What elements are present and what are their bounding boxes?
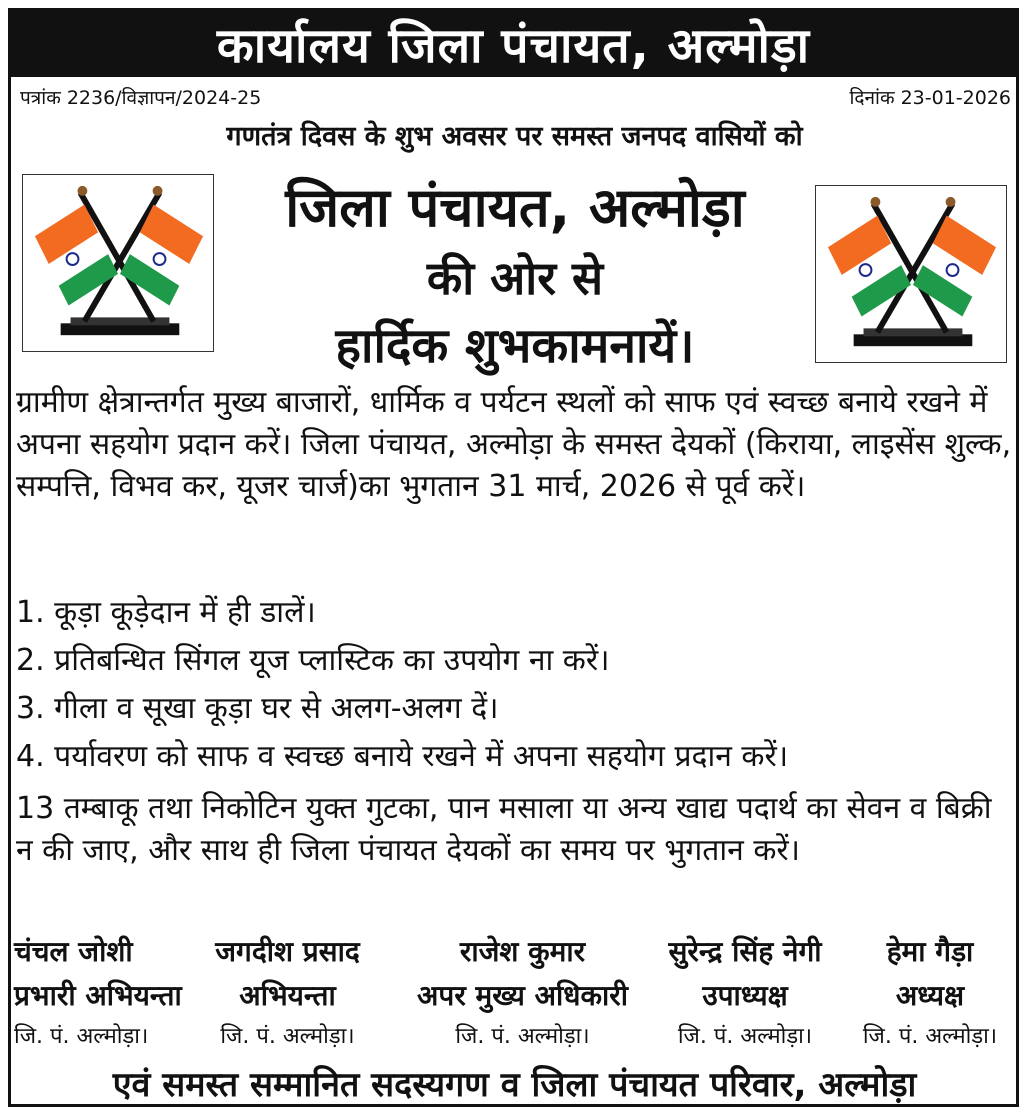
title-line-2: की ओर से [426,251,604,305]
signatory-name: सुरेन्द्र सिंह नेगी [668,935,822,968]
crossed-flags-right-icon [815,185,1007,363]
title-line-3: हार्दिक शुभकामनायें। [335,318,695,374]
signatory-post: अध्यक्ष [895,979,965,1012]
signatory-place: जि. पं. अल्मोड़ा। [677,1024,813,1049]
signatory-name: हेमा गैड़ा [886,935,974,968]
signatory-name: जगदीश प्रसाद [215,935,360,968]
appeal-paragraph: ग्रामीण क्षेत्रान्तर्गत मुख्य बाजारों, धार्मिक व पर्यटन स्थलों को साफ एवं स्वच्छ बनाये रखने में अपना सहयोग प्रदान करें। जिला पंचायत, अल्मोड़ा के समस्त देयकों (किराया, लाइसेंस शुल्क, सम्पत्ति, विभव कर, यूजर चार्ज)का भुगतान 31 मार्च, 2026 से पूर्व करें। [16,385,1012,504]
office-title: कार्यालय जिला पंचायत, अल्मोड़ा [216,17,811,74]
greeting-line: गणतंत्र दिवस के शुभ अवसर पर समस्त जनपद वासियों को [226,121,803,152]
list-item: 2. प्रतिबन्धित सिंगल यूज प्लास्टिक का उपयोग ना करें। [16,643,610,678]
signatory-post: अभियन्ता [239,979,336,1012]
signatory-post: अपर मुख्य अधिकारी [417,979,628,1012]
list-item: 3. गीला व सूखा कूड़ा घर से अलग-अलग दें। [16,691,499,726]
signatory-place: जि. पं. अल्मोड़ा। [14,1024,149,1049]
signatory-post: प्रभारी अभियन्ता [14,979,182,1012]
notice-date: दिनांक 23-01-2026 [849,87,1011,109]
letter-number: पत्रांक 2236/विज्ञापन/2024-25 [20,87,262,109]
title-line-1: जिला पंचायत, अल्मोड़ा [285,176,745,239]
signatory-name: राजेश कुमार [459,935,586,968]
signatory-place: जि. पं. अल्मोड़ा। [862,1024,998,1049]
signatory-post: उपाध्यक्ष [702,979,788,1012]
list-item: 4. पर्यावरण को साफ व स्वच्छ बनाये रखने में अपना सहयोग प्रदान करें। [16,739,789,774]
tobacco-paragraph: 13 तम्बाकू तथा निकोटिन युक्त गुटका, पान मसाला या अन्य खाद्य पदार्थ का सेवन व बिक्री न की जाए, और साथ ही जिला पंचायत देयकों का समय पर भुगतान करें। [16,791,992,868]
crossed-flags-left-icon [22,174,214,352]
signatory-name: चंचल जोशी [14,935,133,968]
signatory-place: जि. पं. अल्मोड़ा। [455,1024,590,1049]
office-header [11,11,1016,77]
list-item: 1. कूड़ा कूड़ेदान में ही डालें। [16,595,316,630]
signatory-place: जि. पं. अल्मोड़ा। [220,1024,355,1049]
footer-line: एवं समस्त सम्मानित सदस्यगण व जिला पंचायत परिवार, अल्मोड़ा [112,1065,917,1105]
